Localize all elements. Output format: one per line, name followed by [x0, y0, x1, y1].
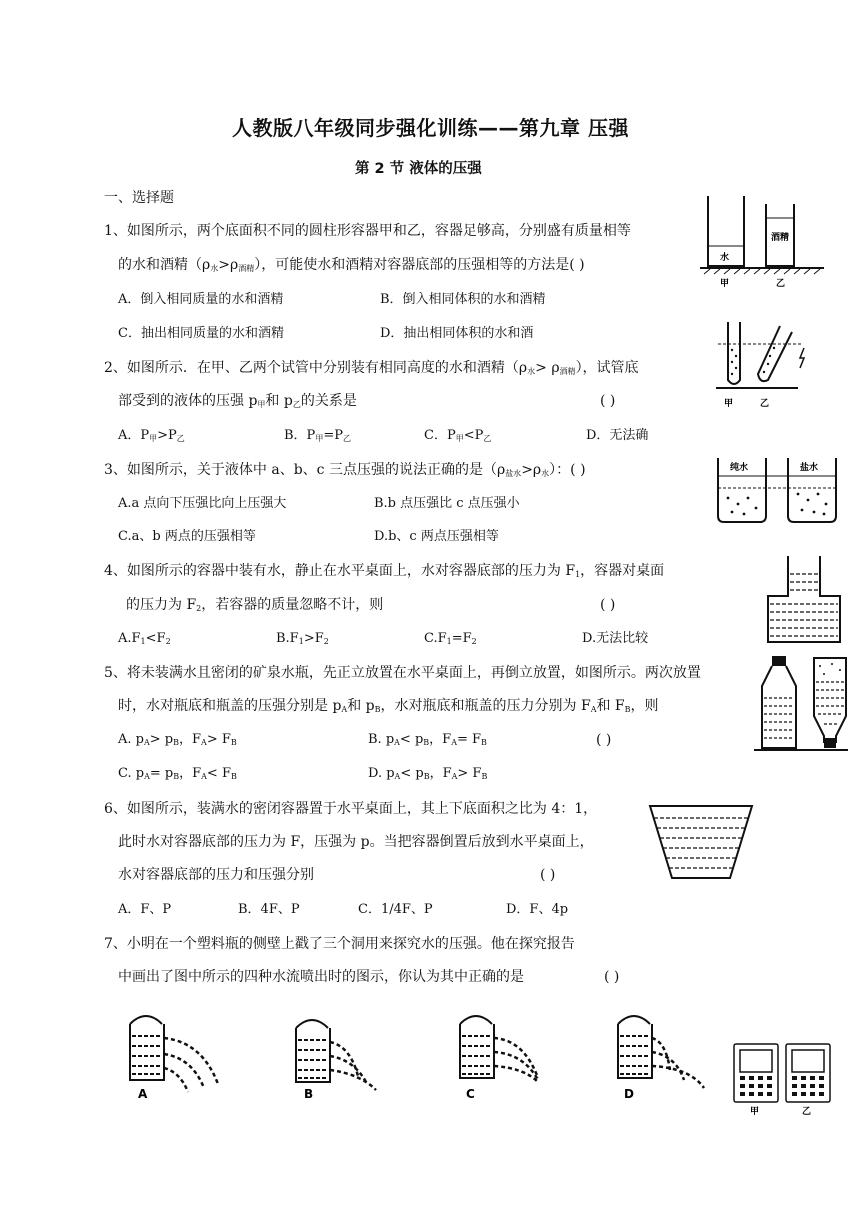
question-2-answer-paren: ( ): [600, 393, 616, 409]
question-4-option-b: $B.F_1>F_2$: [276, 631, 329, 646]
question-4-line-1: 4、如图所示的容器中装有水，静止在水平桌面上，水对容器底部的压力为 $F_1$，容器对桌面: [104, 563, 665, 579]
question-5-figure: [752, 652, 850, 756]
question-1-option-d: D．抽出相同体积的水和酒: [380, 326, 534, 341]
question-7-figure-b: [288, 1012, 388, 1102]
figure-label-salt-water: 盐水: [800, 463, 819, 473]
question-3-option-d: D.b、c 两点压强相等: [374, 529, 499, 544]
question-3-line-1: 3、如图所示，关于液体中 a、b、c 三点压强的说法正确的是$(\rho_{盐水}>\rho_水)$：( ): [104, 462, 586, 478]
question-7-figure-containers: [730, 1040, 842, 1116]
section-heading: 一、选择题: [104, 190, 174, 206]
question-5-option-b: B. $p_A< p_B$，$F_A= F_B$: [368, 732, 487, 747]
question-2-option-d: D．无法确: [586, 428, 649, 443]
figure-label-pure-water: 纯水: [730, 463, 749, 473]
question-3-option-b: B.b 点压强比 c 点压强小: [374, 496, 520, 511]
question-3-option-a: A.a 点向下压强比向上压强大: [118, 496, 287, 511]
question-6-option-a: A．F、P: [118, 902, 172, 917]
question-5-line-2: 时，水对瓶底和瓶盖的压强分别是 $p_A$和 $p_B$，水对瓶底和瓶盖的压力分别为 $F_A$和 $F_B$，则: [118, 698, 659, 714]
question-7-figure-c: [452, 1008, 552, 1102]
question-6-option-c: C．1/4F、P: [358, 902, 433, 917]
page-title: 人教版八年级同步强化训练——第九章 压强: [232, 116, 629, 140]
section-subtitle: 第 2 节 液体的压强: [355, 161, 482, 177]
question-7-line-2: 中画出了图中所示的四种水流喷出时的图示，你认为其中正确的是: [118, 969, 524, 985]
question-4-option-d: D.无法比较: [582, 631, 649, 646]
figure-label-a: A: [138, 1087, 148, 1101]
figure-label-jia: 甲: [750, 1107, 760, 1116]
question-1-option-a: A．倒入相同质量的水和酒精: [118, 292, 284, 307]
question-5-answer-paren: ( ): [596, 732, 612, 748]
question-6-figure: [646, 802, 756, 882]
figure-label-b: B: [304, 1087, 314, 1101]
question-1-option-b: B．倒入相同体积的水和酒精: [380, 292, 546, 307]
question-4-line-2: 的压力为 $F_2$，若容器的质量忽略不计，则: [126, 597, 384, 613]
figure-label-alcohol: 酒精: [771, 233, 790, 243]
figure-label-yi: 乙: [802, 1107, 812, 1116]
figure-label-water: 水: [720, 253, 730, 263]
question-2-option-a: A．$P_甲>P_乙$: [118, 428, 185, 443]
question-7-answer-paren: ( ): [604, 969, 620, 985]
figure-label-d: D: [624, 1087, 634, 1101]
question-2-figure: [714, 318, 814, 414]
question-6-answer-paren: ( ): [540, 867, 556, 883]
question-1-option-c: C．抽出相同质量的水和酒精: [118, 326, 284, 341]
question-4-answer-paren: ( ): [600, 597, 616, 613]
question-2-option-b: B．$P_甲=P_乙$: [284, 428, 351, 443]
question-2-line-1: 2、如图所示．在甲、乙两个试管中分别装有相同高度的水和酒精$(\rho_水> \rho_{酒精})$，试管底: [104, 360, 639, 376]
question-2-option-c: C．$P_甲<P_乙$: [424, 428, 492, 443]
question-4-figure: [762, 554, 846, 646]
question-2-line-2: 部受到的液体的压强 $p_甲$和 $p_乙$的关系是: [118, 393, 357, 409]
question-5-option-d: D. $p_A< p_B$，$F_A> F_B$: [368, 766, 488, 781]
question-5-option-a: A. $p_A> p_B$，$F_A> F_B$: [118, 732, 237, 747]
question-7-figure-a: [122, 1008, 232, 1102]
figure-label-jia: 甲: [724, 399, 734, 409]
question-4-option-c: $C.F_1=F_2$: [424, 631, 477, 646]
question-6-line-3: 水对容器底部的压力和压强分别: [118, 867, 314, 883]
figure-label-jia: 甲: [720, 279, 730, 289]
question-1-figure: [698, 194, 826, 290]
question-5-option-c: C. $p_A= p_B$，$F_A< F_B$: [118, 766, 237, 781]
question-6-option-d: D．F、4p: [506, 902, 569, 917]
question-3-figure: [714, 454, 840, 526]
question-6-option-b: B．4F、P: [238, 902, 300, 917]
question-3-option-c: C.a、b 两点的压强相等: [118, 529, 256, 544]
figure-label-yi: 乙: [776, 279, 786, 289]
question-5-line-1: 5、将未装满水且密闭的矿泉水瓶，先正立放置在水平桌面上，再倒立放置，如图所示。两次放置: [104, 665, 701, 681]
question-7-line-1: 7、小明在一个塑料瓶的侧壁上戳了三个洞用来探究水的压强。他在探究报告: [104, 936, 575, 952]
question-7-figure-d: [610, 1008, 710, 1102]
question-1-line-2: 的水和酒精$(\rho_水>\rho_{酒精})$，可能使水和酒精对容器底部的压强相等的方法是( ): [118, 257, 585, 273]
question-1-line-1: 1、如图所示，两个底面积不同的圆柱形容器甲和乙，容器足够高，分别盛有质量相等: [104, 223, 631, 239]
figure-label-c: C: [466, 1087, 475, 1101]
question-6-line-2: 此时水对容器底部的压力为 F，压强为 p。当把容器倒置后放到水平桌面上，: [118, 834, 594, 850]
question-6-line-1: 6、如图所示，装满水的密闭容器置于水平桌面上，其上下底面积之比为 4：1，: [104, 801, 598, 817]
figure-label-yi: 乙: [760, 399, 770, 409]
question-4-option-a: $A.F_1<F_2$: [118, 631, 171, 646]
